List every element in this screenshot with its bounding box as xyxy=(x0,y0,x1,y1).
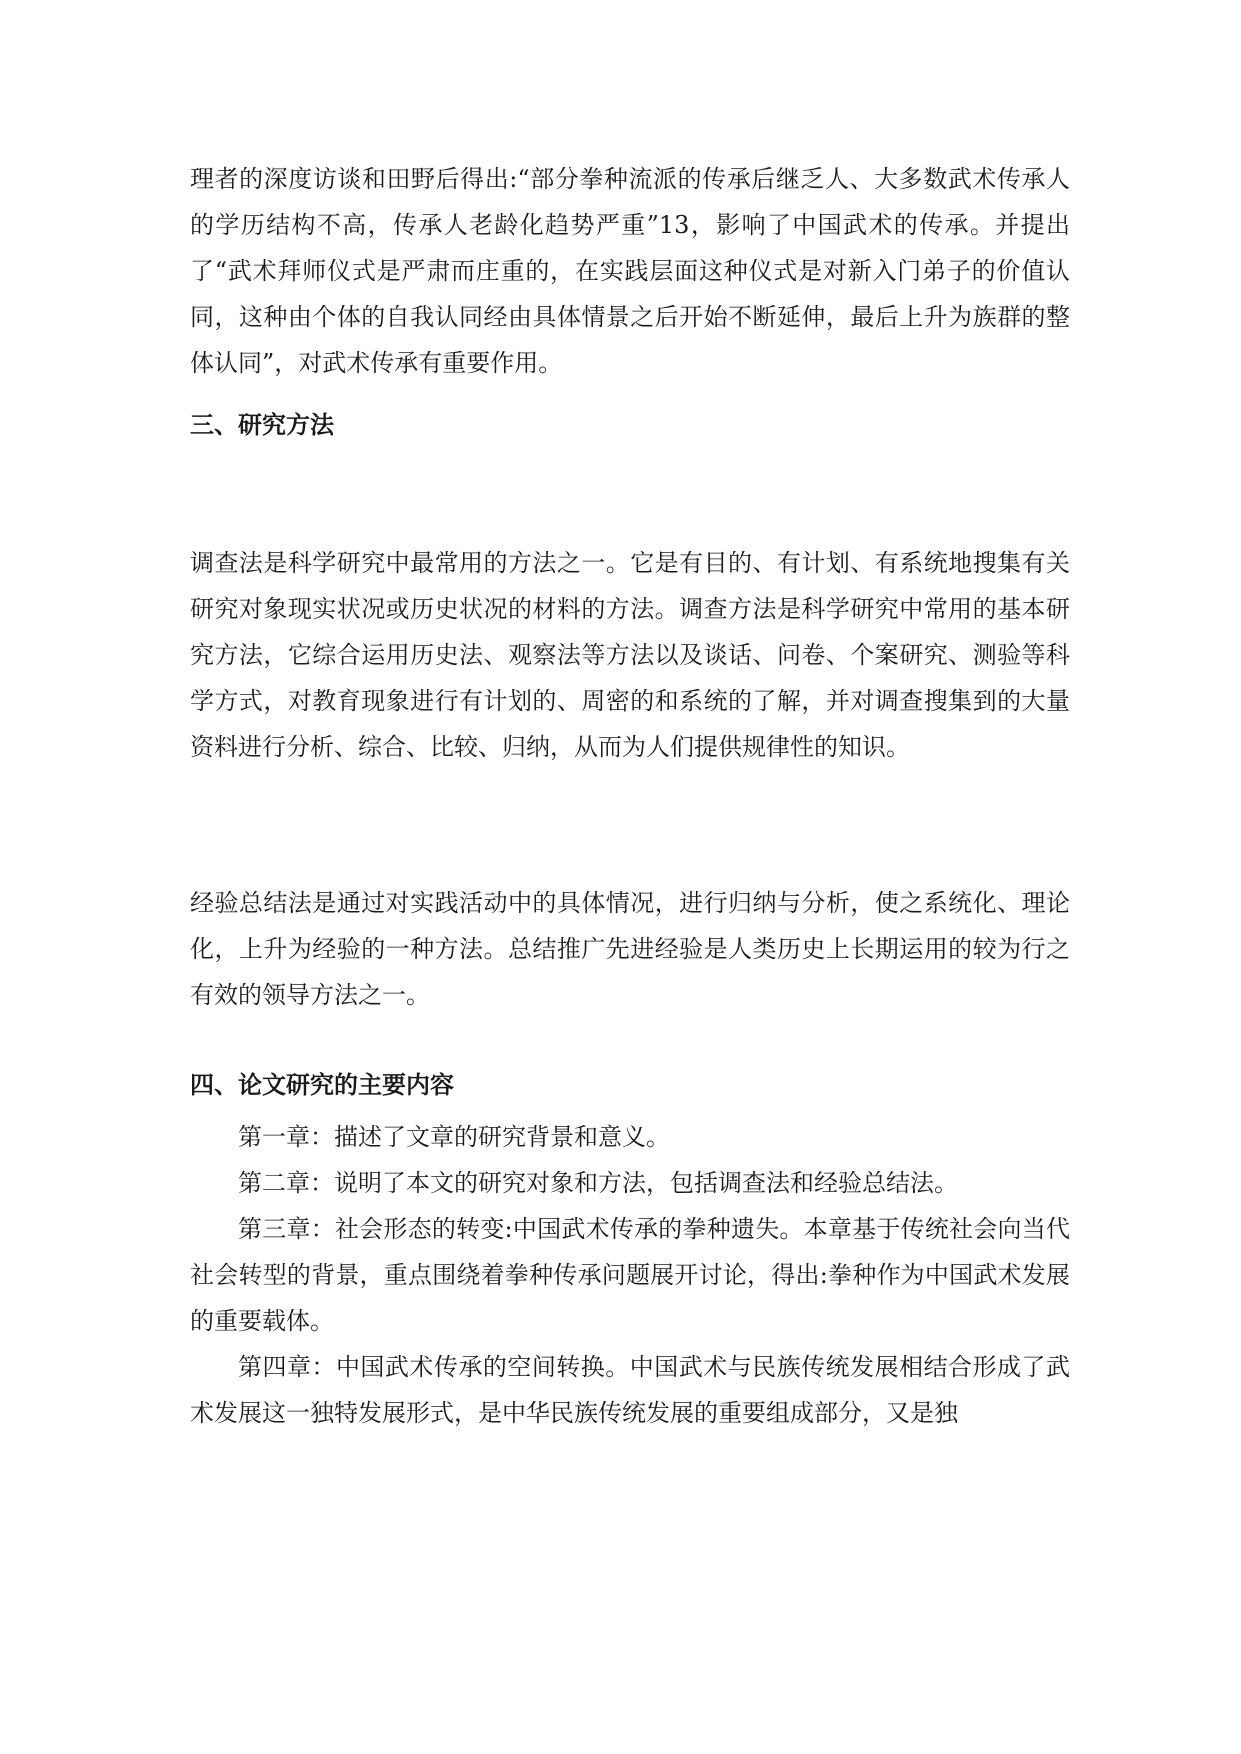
experience-paragraph-block xyxy=(190,880,1070,1018)
survey-method-paragraph: 调查法是科学研究中最常用的方法之一。它是有目的、有计划、有系统地搜集有关研究对象现实状况或历史状况的材料的方法。调查方法是科学研究中常用的基本研究方法，它综合运用历史法、观察法等方法以及谈话、问卷、个案研究、测验等科学方式，对教育现象进行有计划的、周密的和系统的了解，并对调查搜集到的大量资料进行分析、综合、比较、归纳，从而为人们提供规律性的知识。 xyxy=(190,549,1070,761)
intro-paragraph: 理者的深度访谈和田野后得出:“部分拳种流派的传承后继乏人、大多数武术传承人的学历结构不高，传承人老龄化趋势严重”13，影响了中国武术的传承。并提出了“武术拜师仪式是严肃而庄重的，在实践层面这种仪式是对新入门弟子的价值认同，这种由个体的自我认同经由具体情景之后开始不断延伸，最后上升为族群的整体认同”，对武术传承有重要作用。 xyxy=(190,165,1070,377)
chapter-item-3: 第三章：社会形态的转变:中国武术传承的拳种遗失。本章基于传统社会向当代社会转型的背景，重点围绕着拳种传承问题展开讨论，得出:拳种作为中国武术发展的重要载体。 xyxy=(190,1215,1070,1335)
survey-paragraph-block xyxy=(190,540,1070,770)
section-three-heading-block xyxy=(190,408,1070,442)
section-four-heading-block xyxy=(190,1068,1070,1102)
section-heading-content: 四、论文研究的主要内容 xyxy=(190,1071,454,1099)
intro-paragraph-block xyxy=(190,156,1070,386)
chapter-list xyxy=(190,1114,1070,1436)
chapter-item-1: 第一章：描述了文章的研究背景和意义。 xyxy=(238,1123,670,1151)
experience-method-paragraph: 经验总结法是通过对实践活动中的具体情况，进行归纳与分析，使之系统化、理论化，上升为经验的一种方法。总结推广先进经验是人类历史上长期运用的较为行之有效的领导方法之一。 xyxy=(190,889,1070,1009)
chapter-item-2: 第二章：说明了本文的研究对象和方法，包括调查法和经验总结法。 xyxy=(238,1169,958,1197)
chapter-item-4: 第四章：中国武术传承的空间转换。中国武术与民族传统发展相结合形成了武术发展这一独特发展形式，是中华民族传统发展的重要组成部分，又是独 xyxy=(190,1353,1070,1427)
section-heading-methods: 三、研究方法 xyxy=(190,411,334,439)
